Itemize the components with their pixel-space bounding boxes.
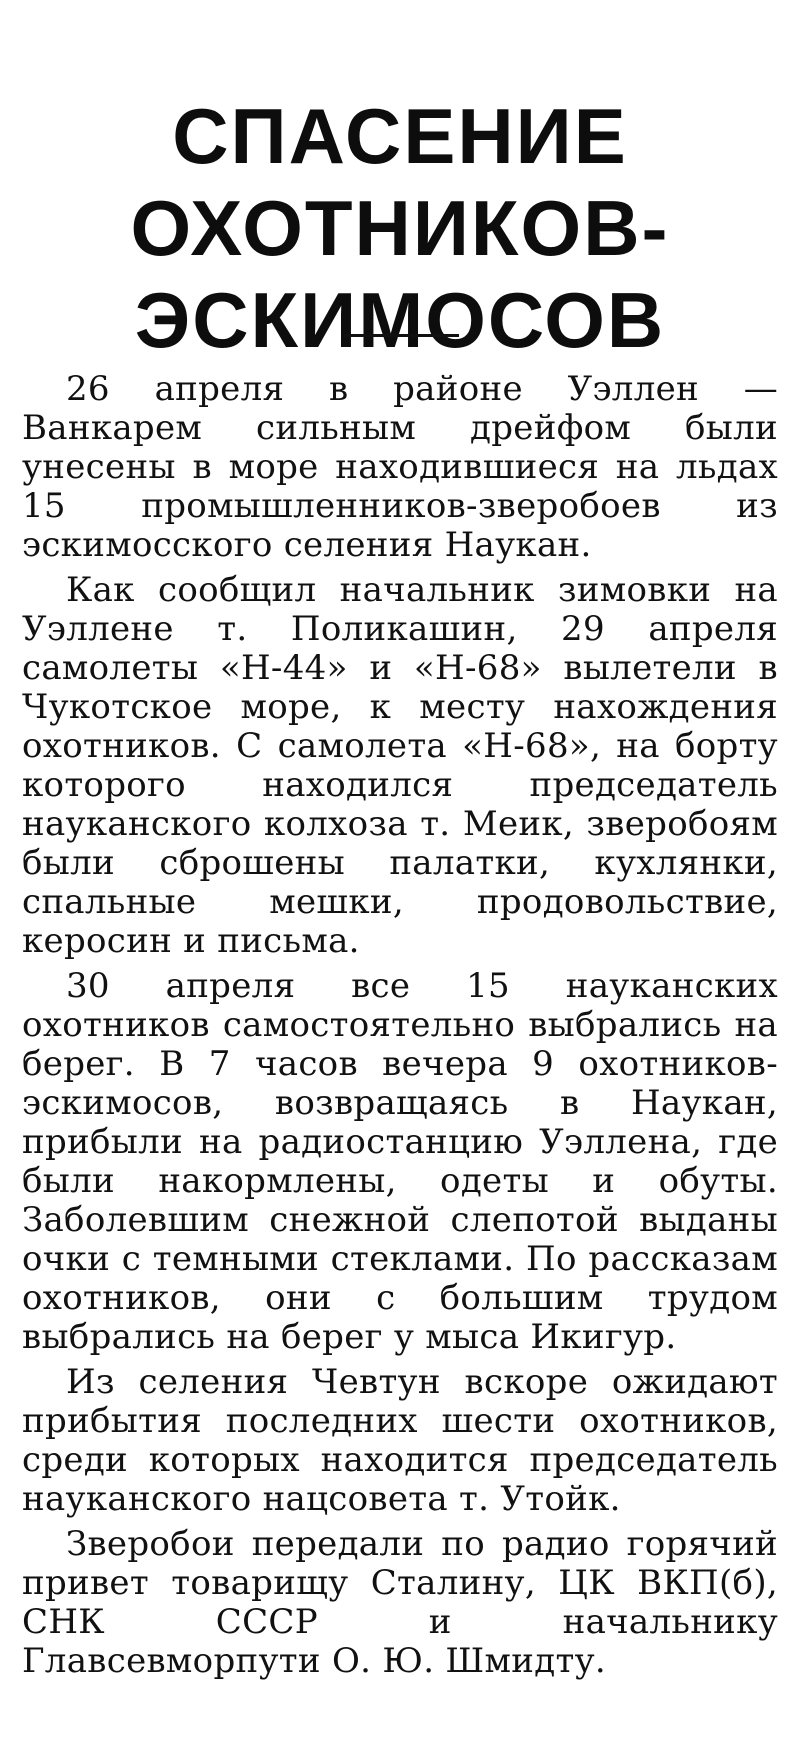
paragraph-4: Из селения Чевтун вскоре ожидают прибытия последних шести охотников, среди которых находится председатель науканского нацсовета т. Утойк. [22, 1362, 778, 1519]
paragraph-5: Зверобои передали по радио горячий привет товарищу Сталину, ЦК ВКП(б), СНК СССР и начальнику Главсевморпути О. Ю. Шмидту. [22, 1524, 778, 1681]
headline-line-3: ЭСКИМОСОВ [134, 276, 666, 365]
article-body [22, 370, 778, 1685]
headline [0, 90, 800, 366]
paragraph-3: 30 апреля все 15 науканских охотников самостоятельно выбрались на берег. В 7 часов вечера 9 охотников-эскимосов, возвращаясь в Наукан, прибыли на радиостанцию Уэллена, где были накормлены, одеты и обуты. Заболевшим снежной слепотой выданы очки с темными стеклами. По рассказам охотников, они с большим трудом выбрались на берег у мыса Икигур. [22, 966, 778, 1357]
headline-line-1: СПАСЕНИЕ [172, 92, 628, 181]
paragraph-1: 26 апреля в районе Уэллен — Ванкарем сильным дрейфом были унесены в море находившиеся на льдах 15 промышленников-зверобоев из эскимосского селения Наукан. [22, 369, 778, 565]
headline-divider [344, 334, 459, 337]
headline-line-2: ОХОТНИКОВ- [130, 184, 670, 273]
paragraph-2: Как сообщил начальник зимовки на Уэллене т. Поликашин, 29 апреля самолеты «Н-44» и «Н-68» вылетели в Чукотское море, к месту нахождения охотников. С самолета «Н-68», на борту которого находился председатель науканского колхоза т. Меик, зверобоям были сброшены палатки, кухлянки, спальные мешки, продовольствие, керосин и письма. [22, 570, 778, 961]
